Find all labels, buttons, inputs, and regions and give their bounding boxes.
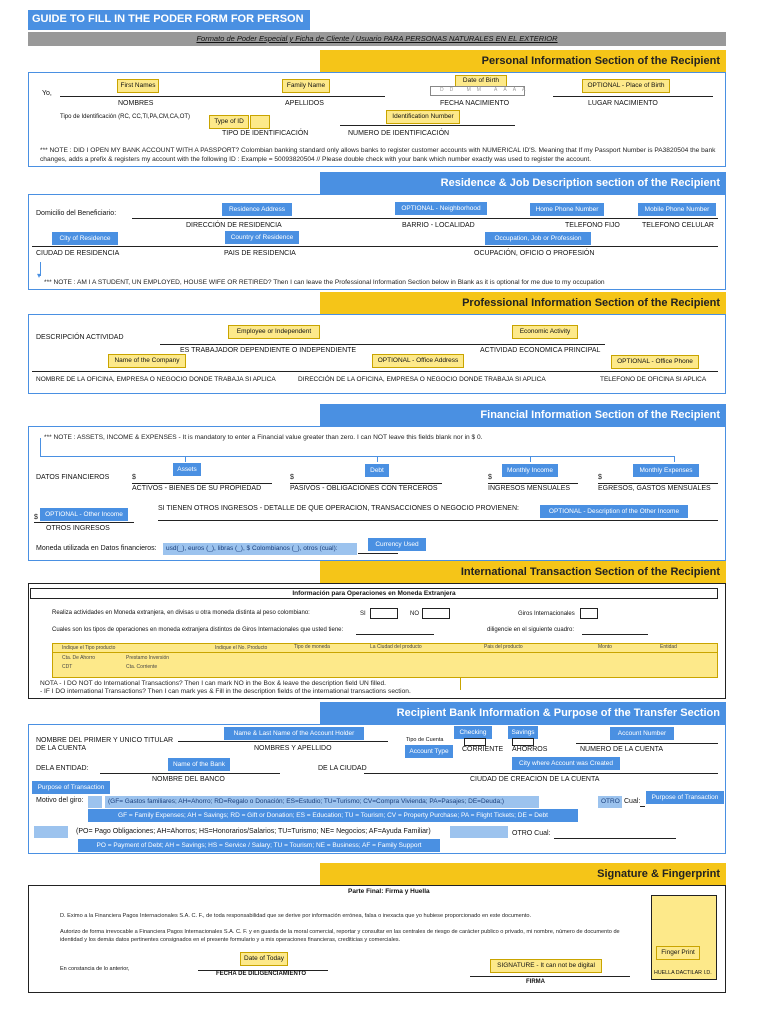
date-of-birth-field[interactable]: Date of Birth bbox=[455, 75, 507, 87]
international-section-header: International Transaction Section of the Recipient bbox=[320, 561, 726, 583]
currency-used-field[interactable]: Currency Used bbox=[368, 538, 426, 551]
row-prestamo: Prestamo Inversión bbox=[126, 655, 170, 661]
occupation-field[interactable]: Occupation, Job or Profession bbox=[485, 232, 591, 245]
activos-label: ACTIVOS - BIENES DE SU PROPIEDAD bbox=[132, 485, 262, 492]
domicilio-label: Domicilio del Beneficiario: bbox=[36, 210, 117, 217]
other-income-dollar: $ bbox=[34, 514, 38, 521]
arrow-down-icon: ▾ bbox=[37, 271, 42, 280]
assets-line bbox=[132, 483, 272, 484]
debt-field[interactable]: Debt bbox=[365, 464, 389, 477]
fin-tick-debt bbox=[377, 456, 378, 462]
city-line-bank bbox=[364, 773, 718, 774]
col-ciudad: La Ciudad del producto bbox=[370, 644, 422, 650]
intl-table-header-line bbox=[52, 652, 718, 653]
holder-line bbox=[178, 741, 388, 742]
expenses-line bbox=[598, 483, 718, 484]
other-income-field[interactable]: OPTIONAL - Other Income bbox=[40, 508, 128, 521]
signature-line bbox=[470, 976, 630, 977]
firma-label: FIRMA bbox=[526, 979, 545, 985]
tipo-identificacion-label: TIPO DE IDENTIFICACIÓN bbox=[222, 130, 309, 137]
si-tienen-label: SI TIENEN OTROS INGRESOS - DETALLE DE QUE OPERACION, TRANSACCIONES O NEGOCIO PROVIENEN: bbox=[158, 505, 519, 512]
nombres-apellido-label: NOMBRES Y APELLIDO bbox=[254, 745, 332, 752]
gf-english: GF = Family Expenses; AH = Savings; RD = Gift or Donation; ES = Education; TU = Tourism; CV = Property Purchase; PA = Flight Tickets; DE = Debt bbox=[88, 809, 578, 822]
de-la-ciudad-label: DE LA CIUDAD bbox=[318, 765, 367, 772]
es-trabajador-label: ES TRABAJADOR DEPENDIENTE O INDEPENDIENTE bbox=[180, 347, 357, 354]
other-income-line bbox=[34, 522, 134, 523]
telefono-fijo-label: TELEFONO FIJO bbox=[565, 222, 620, 229]
otro-cual-line bbox=[554, 838, 676, 839]
savings-field[interactable]: Savings bbox=[508, 726, 538, 739]
si-checkbox[interactable] bbox=[370, 608, 398, 619]
cual-label: Cual: bbox=[624, 798, 641, 805]
residence-note: *** NOTE : AM I A STUDENT, UN EMPLOYED, HOUSE WIFE OR RETIRED? Then I can leave the Professional Information Section below in Blank as it is optional for me due to my occupation bbox=[44, 279, 605, 286]
account-type-field[interactable]: Account Type bbox=[405, 745, 453, 758]
employee-field[interactable]: Employee or Independent bbox=[228, 325, 320, 339]
row-cdt: CDT bbox=[62, 664, 73, 670]
cuales-label: Cuales son los tipos de operaciones en moneda extranjera distintos de Giros Internacionales que usted tiene: bbox=[52, 627, 344, 633]
fin-tick-income bbox=[530, 456, 531, 462]
otro-cual-label: OTRO Cual: bbox=[512, 830, 551, 837]
cual-line bbox=[640, 806, 645, 807]
assets-dollar: $ bbox=[132, 474, 136, 481]
row-cta-ahorro: Cta. De Ahorro bbox=[62, 655, 96, 661]
ocupacion-label: OCUPACIÓN, OFICIO O PROFESIÓN bbox=[474, 250, 595, 257]
signature-field[interactable]: SIGNATURE - It can not be digital bbox=[490, 959, 602, 973]
descripcion-label: DESCRIPCIÓN ACTIVIDAD bbox=[36, 334, 124, 341]
identification-number-field[interactable]: Identification Number bbox=[386, 110, 460, 124]
intl-connector bbox=[460, 678, 461, 690]
activity-line bbox=[160, 344, 605, 345]
col-pais: Pais del producto bbox=[484, 644, 523, 650]
personal-note: *** NOTE : DID I OPEN MY BANK ACCOUNT WITH A PASSPORT? Colombian banking standard only allows banks to register customer accounts with NUMERICAL ID'S. Meaning that If my Passport Number is PA3820504 the bank changes, adds a prefix & registers my account with the following ID : Example = 50093820504 // Please double check with your bank which number exactly was used to register the account. bbox=[40, 147, 716, 163]
place-of-birth-field[interactable]: OPTIONAL - Place of Birth bbox=[582, 79, 670, 93]
moneda-other-line bbox=[358, 553, 398, 554]
place-line bbox=[553, 96, 713, 97]
cuales-line bbox=[356, 634, 434, 635]
nombre-oficina-label: NOMBRE DE LA OFICINA, EMPRESA O NEGOCIO DONDE TRABAJA SI APLICA bbox=[36, 376, 276, 383]
expenses-dollar: $ bbox=[598, 474, 602, 481]
col-no-producto: Indique el No. Producto bbox=[215, 645, 268, 651]
bank-section-header: Recipient Bank Information & Purpose of the Transfer Section bbox=[320, 702, 726, 724]
savings-box[interactable] bbox=[512, 738, 534, 746]
de-la-cuenta-label: DE LA CUENTA bbox=[36, 745, 87, 752]
otro-option[interactable]: OTRO bbox=[598, 796, 622, 808]
po-english: PO = Payment of Debt; AH = Savings; HS = Service / Salary; TU = Tourism; NE = Business; AF = Family Support bbox=[78, 839, 440, 852]
no-label: NO bbox=[410, 611, 419, 617]
checking-box[interactable] bbox=[464, 738, 486, 746]
mobile-phone-field[interactable]: Mobile Phone Number bbox=[638, 203, 716, 216]
office-line bbox=[32, 371, 718, 372]
signature-section-header: Signature & Fingerprint bbox=[320, 863, 726, 885]
neighborhood-field[interactable]: OPTIONAL - Neighborhood bbox=[395, 202, 487, 215]
subtitle: Formato de Poder Especial y Ficha de Cliente / Usuario PARA PERSONAS NATURALES EN EL EXTERIOR bbox=[196, 34, 558, 43]
account-number-field[interactable]: Account Number bbox=[610, 727, 674, 740]
city-line bbox=[32, 246, 718, 247]
city-account-field[interactable]: City where Account was Created bbox=[512, 757, 620, 770]
checking-field[interactable]: Checking bbox=[454, 726, 492, 739]
huella-label: HUELLA DACTILAR I.D. bbox=[654, 970, 712, 976]
nombre-titular-label: NOMBRE DEL PRIMER Y UNICO TITULAR bbox=[36, 737, 174, 744]
company-field[interactable]: Name of the Company bbox=[108, 354, 186, 368]
name-line bbox=[60, 96, 385, 97]
motivo-box[interactable] bbox=[88, 796, 102, 808]
realiza-label: Realiza actividades en Moneda extranjera, en divisas u otra moneda distinta al peso colombiano: bbox=[52, 610, 310, 616]
city-field[interactable]: City of Residence bbox=[52, 232, 118, 245]
eximo-text: D. Eximo a la Financiera Pagos Internacionales S.A. C. F., de toda responsabilidad que se derive por información errónea, falsa o inexacta que yo hubiese proporcionado en este documento. bbox=[60, 913, 532, 919]
page-title: GUIDE TO FILL IN THE PODER FORM FOR PERSON bbox=[28, 10, 310, 30]
office-address-field[interactable]: OPTIONAL - Office Address bbox=[372, 354, 464, 368]
col-tipo-moneda: Tipo de moneda bbox=[294, 644, 330, 650]
parte-final-label: Parte Final: Firma y Huella bbox=[348, 888, 430, 895]
otros-ingresos-label: OTROS INGRESOS bbox=[46, 525, 110, 532]
nombre-banco-label: NOMBRE DEL BANCO bbox=[152, 776, 225, 783]
si-label: SI bbox=[360, 611, 366, 617]
family-name-field[interactable]: Family Name bbox=[282, 79, 330, 93]
intl-table-title: Información para Operaciones en Moneda Extranjera bbox=[30, 588, 718, 599]
purpose-field-2[interactable]: Purpose of Transaction bbox=[646, 791, 724, 804]
type-of-id-field[interactable]: Type of ID bbox=[209, 115, 249, 129]
corriente-label: CORRIENTE bbox=[462, 746, 504, 753]
other-income-description-field[interactable]: OPTIONAL - Description of the Other Income bbox=[540, 505, 688, 518]
lugar-nacimiento-label: LUGAR NACIMIENTO bbox=[588, 100, 658, 107]
monthly-expenses-field[interactable]: Monthly Expenses bbox=[633, 464, 699, 477]
intl-note-1: NOTA - I DO NOT do International Transactions? Then I can mark NO in the Box & leave the description field UN filled. bbox=[40, 680, 386, 687]
ciudad-label: CIUDAD DE RESIDENCIA bbox=[36, 250, 120, 257]
giros-label: Giros Internacionales bbox=[518, 611, 575, 617]
income-dollar: $ bbox=[488, 474, 492, 481]
ahorros-label: AHORROS bbox=[512, 746, 548, 753]
residence-address-field[interactable]: Residence Address bbox=[222, 203, 292, 216]
barrio-label: BARRIO - LOCALIDAD bbox=[402, 222, 475, 229]
otro-box-2[interactable] bbox=[450, 826, 508, 838]
financial-note: *** NOTE : ASSETS, INCOME & EXPENSES - It is mandatory to enter a Financial value greater than zero. I can NOT leave this fields blank nor in $ 0. bbox=[44, 434, 483, 441]
personal-section-header: Personal Information Section of the Recipient bbox=[320, 50, 726, 72]
pasivos-label: PASIVOS - OBLIGACIONES CON TERCEROS bbox=[290, 485, 438, 492]
assets-field[interactable]: Assets bbox=[173, 463, 201, 476]
datos-financieros-label: DATOS FINANCIEROS bbox=[36, 474, 110, 481]
motivo-label: Motivo del giro: bbox=[36, 797, 84, 804]
no-checkbox[interactable] bbox=[422, 608, 450, 619]
purpose-field[interactable]: Purpose of Transaction bbox=[32, 781, 110, 794]
row-cta-corriente: Cta. Corriente bbox=[126, 664, 158, 670]
fin-connector-line bbox=[40, 456, 674, 457]
telefono-celular-label: TELEFONO CELULAR bbox=[642, 222, 714, 229]
direccion-oficina-label: DIRECCIÓN DE LA OFICINA, EMPRESA O NEGOCIO DONDE TRABAJA SI APLICA bbox=[298, 376, 546, 383]
actividad-label: ACTIVIDAD ECONOMICA PRINCIPAL bbox=[480, 347, 601, 354]
col-tipo-producto: Indique el Tipo producto bbox=[62, 645, 116, 651]
col-entidad: Entidad bbox=[660, 644, 677, 650]
diligencie-label: diligencie en el siguiente cuadro: bbox=[487, 627, 575, 633]
po-box[interactable] bbox=[34, 826, 68, 838]
account-number-line bbox=[576, 743, 718, 744]
egresos-label: EGRESOS, GASTOS MENSUALES bbox=[598, 485, 711, 492]
subtitle-bar bbox=[28, 32, 726, 46]
id-number-line bbox=[340, 125, 515, 126]
first-names-field[interactable]: First Names bbox=[117, 79, 159, 93]
de-la-entidad-label: DELA ENTIDAD: bbox=[36, 765, 89, 772]
type-of-id-box[interactable] bbox=[250, 115, 270, 129]
date-today-field[interactable]: Date of Today bbox=[240, 952, 288, 966]
residence-line bbox=[132, 218, 718, 219]
country-field[interactable]: Country of Residence bbox=[225, 231, 299, 244]
income-line bbox=[488, 483, 578, 484]
numero-cuenta-label: NUMERO DE LA CUENTA bbox=[580, 746, 664, 753]
economic-activity-field[interactable]: Economic Activity bbox=[512, 325, 578, 339]
diligencie-line bbox=[582, 634, 648, 635]
financial-section-header: Financial Information Section of the Recipient bbox=[320, 404, 726, 426]
po-options: (PO= Pago Obligaciones; AH=Ahorros; HS=Honorarios/Salarios; TU=Turismo; NE= Negocios; AF=Ayuda Familiar) bbox=[76, 828, 431, 835]
numero-identificacion-label: NUMERO DE IDENTIFICACIÓN bbox=[348, 130, 450, 137]
fecha-nacimiento-label: FECHA NACIMIENTO bbox=[440, 100, 510, 107]
ciudad-creacion-label: CIUDAD DE CREACION DE LA CUENTA bbox=[470, 776, 600, 783]
fecha-label: FECHA DE DILIGENCIAMIENTO bbox=[216, 971, 307, 977]
residence-section-header: Residence & Job Description section of the Recipient bbox=[320, 172, 726, 194]
fin-connector-left bbox=[40, 438, 41, 456]
constancia-label: En constancia de lo anterior, bbox=[60, 966, 130, 972]
debt-dollar: $ bbox=[290, 474, 294, 481]
col-monto: Monto bbox=[598, 644, 612, 650]
apellidos-label: APELLIDOS bbox=[285, 100, 324, 107]
nombres-label: NOMBRES bbox=[118, 100, 154, 107]
bank-name-field[interactable]: Name of the Bank bbox=[168, 758, 230, 771]
debt-line bbox=[290, 483, 442, 484]
telefono-oficina-label: TELEFONO DE OFICINA SI APLICA bbox=[600, 376, 707, 383]
pais-label: PAIS DE RESIDENCIA bbox=[224, 250, 296, 257]
fin-tick-assets bbox=[185, 456, 186, 462]
home-phone-field[interactable]: Home Phone Number bbox=[530, 203, 604, 216]
moneda-options[interactable]: usd(_), euros (_), libras (_), $ Colombianos (_), otros (cual): bbox=[163, 543, 357, 555]
monthly-income-field[interactable]: Monthly Income bbox=[502, 464, 558, 477]
yo-label: Yo, bbox=[42, 90, 52, 97]
professional-section-header: Professional Information Section of the Recipient bbox=[320, 292, 726, 314]
moneda-label: Moneda utilizada en Datos financieros: bbox=[36, 545, 157, 552]
fingerprint-box[interactable] bbox=[651, 895, 717, 980]
finger-print-field[interactable]: Finger Print bbox=[656, 946, 700, 960]
account-holder-field[interactable]: Name & Last Name of the Account Holder bbox=[224, 727, 364, 740]
tipo-id-text: Tipo de Identificación (RC, CC,TI,PA,CM,CA,OT) bbox=[60, 114, 191, 120]
intl-note-2: - IF I DO international Transactions? Then I can mark yes & Fill in the description fields of the international transactions section. bbox=[40, 688, 411, 695]
office-phone-field[interactable]: OPTIONAL - Office Phone bbox=[611, 355, 699, 369]
dob-hint: DD MM AAAA bbox=[440, 87, 532, 93]
ingresos-label: INGRESOS MENSUALES bbox=[488, 485, 571, 492]
direccion-label: DIRECCIÓN DE RESIDENCIA bbox=[186, 222, 282, 229]
motivo-options: (GF= Gastos familiares; AH=Ahorro; RD=Regalo o Donación; ES=Estudio; TU=Turismo; CV=Compra Vivienda; PA=Pasajes; DE=Deuda;) bbox=[105, 796, 539, 808]
bank-name-line bbox=[100, 773, 280, 774]
fin-tick-expenses bbox=[674, 456, 675, 462]
giros-checkbox[interactable] bbox=[580, 608, 598, 619]
residence-section bbox=[28, 194, 726, 290]
autorizo-text: Autorizo de forma irrevocable a Financiera Pagos Internacionales S.A. C. F. y en guarda de la moral comercial, reportar y consultar en las centrales de riesgo de carácter publico o privado, mi nombre, número de documento de identidad y los demás datos pertinentes consignados en el presente formulario y a mis operaciones financieras, crediticias y comerciales. bbox=[60, 929, 620, 943]
si-tienen-line bbox=[158, 520, 718, 521]
tipo-cuenta-label: Tipo de Cuenta bbox=[406, 737, 444, 743]
